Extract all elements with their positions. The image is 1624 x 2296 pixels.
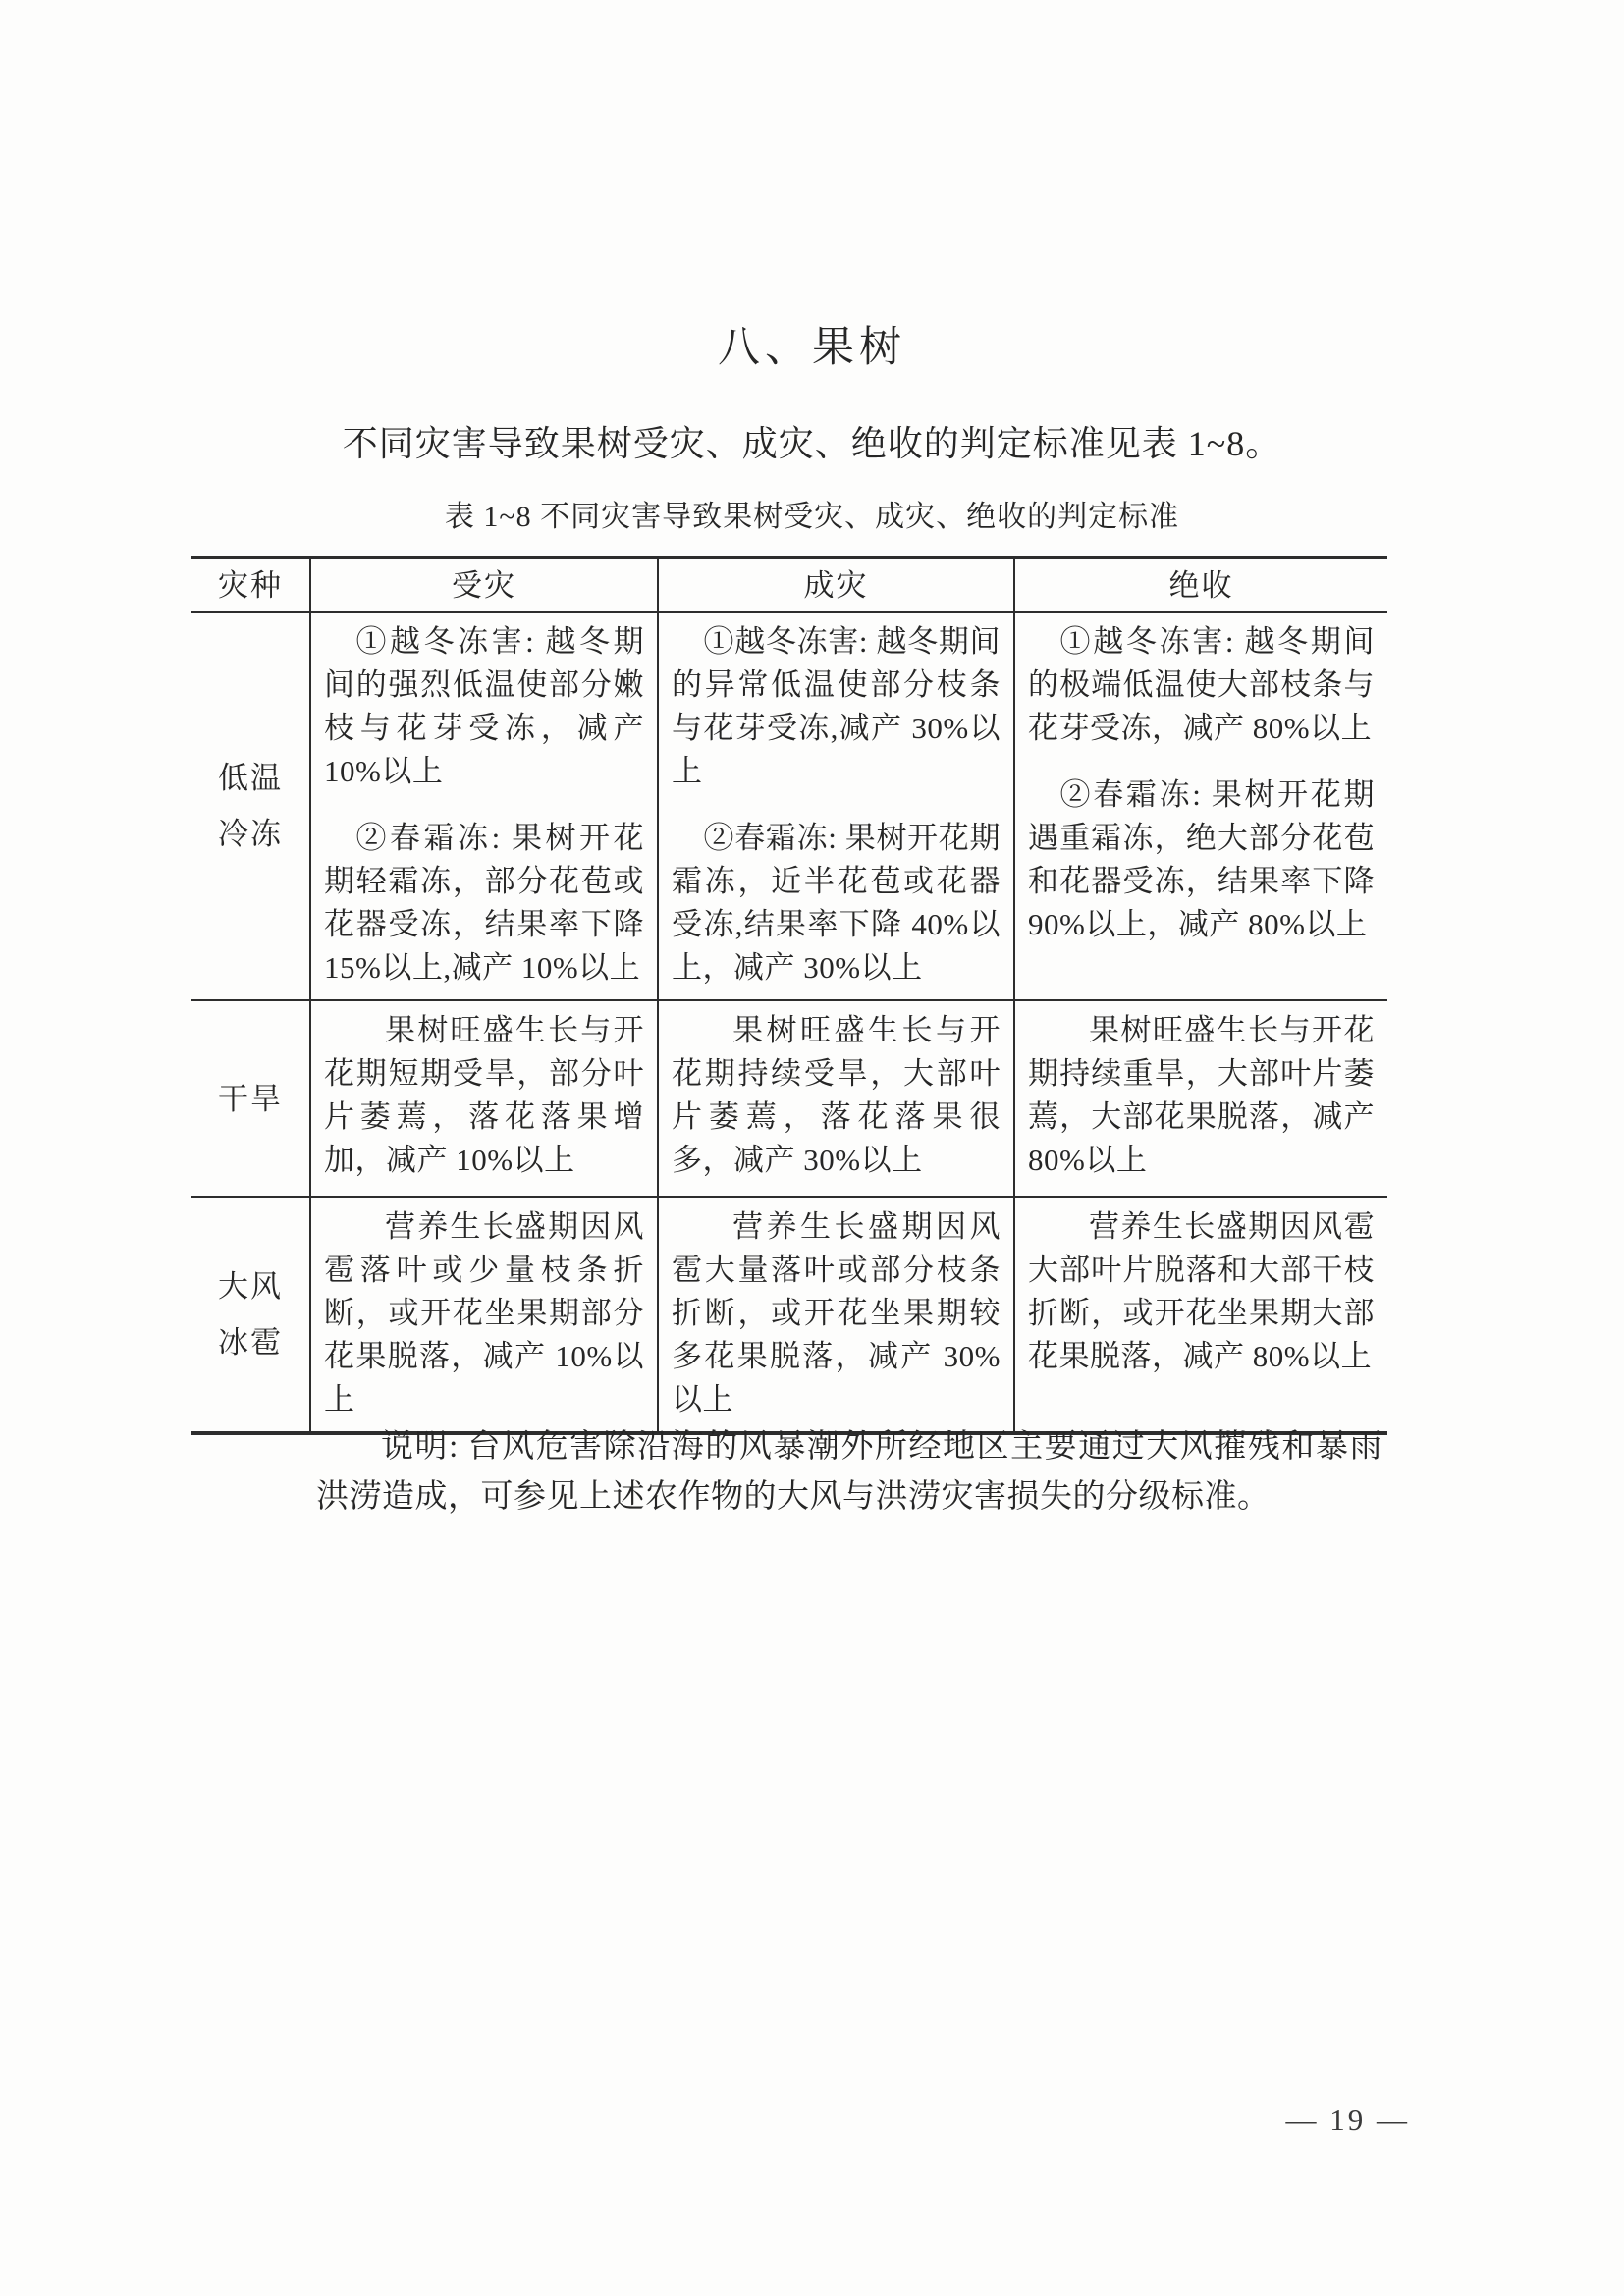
header-cell-hazard-type: 灾种 <box>191 558 310 613</box>
cell-paragraph: 果树旺盛生长与开花期持续重旱，大部叶片萎蔫，大部花果脱落，减产 80%以上 <box>1028 1013 1375 1177</box>
header-cell-affected: 受灾 <box>310 558 658 613</box>
para-winter-freeze: ①越冬冻害: 越冬期间的强烈低温使部分嫩枝与花芽受冻，减产10%以上 <box>324 624 644 788</box>
cell-hail-severe <box>658 1197 1014 1433</box>
cell-paragraph: 果树旺盛生长与开花期短期受旱，部分叶片萎蔫，落花落果增加，减产 10%以上 <box>324 1013 644 1177</box>
cell-freeze-affected <box>310 612 658 1000</box>
header-cell-total-loss: 绝收 <box>1014 558 1387 613</box>
page-number: — 19 — <box>1285 2103 1410 2137</box>
explanation-note: 说明: 台风危害除沿海的风暴潮外所经地区主要通过大风摧残和暴雨洪涝造成，可参见上述农作物的大风与洪涝灾害损失的分级标准。 <box>316 1429 1382 1515</box>
cell-hail-affected <box>310 1197 658 1433</box>
cell-paragraph: 营养生长盛期因风雹大量落叶或部分枝条折断，或开花坐果期较多花果脱落，减产 30%以上 <box>672 1209 1001 1416</box>
table-row-drought <box>191 1000 1387 1197</box>
hazard-label-low-temp-freeze <box>191 612 310 1000</box>
para-spring-frost: ②春霜冻: 果树开花期霜冻，近半花苞或花器受冻,结果率下降 40%以上，减产 30%以上 <box>672 821 1001 985</box>
intro-paragraph: 不同灾害导致果树受灾、成灾、绝收的判定标准见表 1~8。 <box>342 424 1282 463</box>
table-row-wind-hail <box>191 1197 1387 1433</box>
para-winter-freeze: ①越冬冻害: 越冬期间的极端低温使大部枝条与花芽受冻，减产 80%以上 <box>1028 624 1375 745</box>
hazard-label-line: 冰雹 <box>218 1325 283 1360</box>
hazard-label-line: 冷冻 <box>218 817 283 851</box>
hazard-label-wind-hail <box>191 1197 310 1433</box>
cell-paragraph: 营养生长盛期因风雹大部叶片脱落和大部干枝折断，或开花坐果期大部花果脱落，减产 80%以上 <box>1028 1209 1375 1373</box>
cell-paragraph: 营养生长盛期因风雹落叶或少量枝条折断，或开花坐果期部分花果脱落，减产 10%以上 <box>324 1209 644 1416</box>
hazard-label-line: 大风 <box>218 1269 283 1304</box>
cell-drought-severe <box>658 1000 1014 1197</box>
hazard-label-line: 低温 <box>218 761 283 795</box>
table-row-low-temp-freeze <box>191 612 1387 1000</box>
para-winter-freeze: ①越冬冻害: 越冬期间的异常低温使部分枝条与花芽受冻,减产 30%以上 <box>672 624 1001 788</box>
page-title: 八、果树 <box>718 325 906 371</box>
hazard-label-drought <box>191 1000 310 1197</box>
criteria-table <box>191 556 1387 1435</box>
cell-drought-affected <box>310 1000 658 1197</box>
cell-paragraph: 果树旺盛生长与开花期持续受旱，大部叶片萎蔫，落花落果很多，减产 30%以上 <box>672 1013 1001 1177</box>
header-cell-severe-disaster: 成灾 <box>658 558 1014 613</box>
cell-freeze-severe <box>658 612 1014 1000</box>
cell-freeze-total-loss <box>1014 612 1387 1000</box>
cell-drought-total-loss <box>1014 1000 1387 1197</box>
hazard-label-line: 干旱 <box>218 1081 283 1116</box>
para-spring-frost: ②春霜冻: 果树开花期遇重霜冻，绝大部分花苞和花器受冻，结果率下降90%以上，减产 80%以上 <box>1028 777 1375 941</box>
table-caption: 表 1~8 不同灾害导致果树受灾、成灾、绝收的判定标准 <box>444 501 1180 533</box>
cell-hail-total-loss <box>1014 1197 1387 1433</box>
table-header-row <box>191 558 1387 613</box>
para-spring-frost: ②春霜冻: 果树开花期轻霜冻，部分花苞或花器受冻，结果率下降15%以上,减产 10%以上 <box>324 821 644 985</box>
